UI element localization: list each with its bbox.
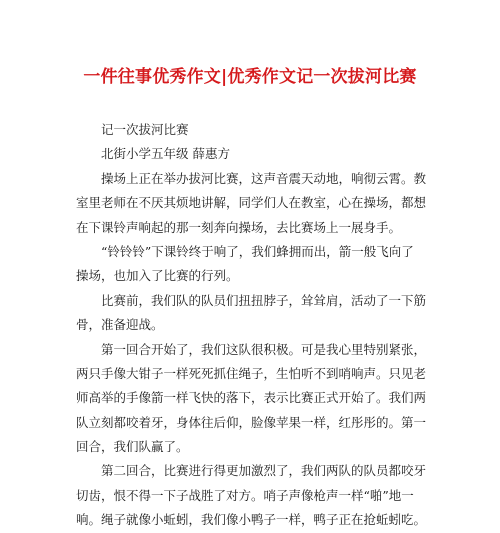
paragraph: [76, 167, 426, 240]
paragraph-line: 操场，也加入了比赛的行列。: [76, 268, 239, 284]
paragraph-line: 切齿，恨不得一下子战胜了对方。哨子声像枪声一样“啪”地一: [76, 487, 414, 503]
paragraph-line: 队立刻都咬着牙，身体往后仰，脸像苹果一样，红彤彤的。第一: [76, 414, 426, 430]
paragraph-line: 第二回合，比赛进行得更加激烈了，我们两队的队员都咬牙: [101, 463, 426, 479]
paragraph-line: 在下课铃声响起的那一刻奔向操场，去比赛场上一展身手。: [76, 219, 402, 235]
paragraph-line: “铃铃铃”下课铃终于响了，我们蜂拥而出，箭一般飞向了: [101, 243, 414, 259]
paragraph: [76, 459, 426, 532]
paragraph-line: 操场上正在举办拔河比赛，这声音震天动地，响彻云霄。教: [101, 170, 426, 186]
article-byline: 北街小学五年级 薛惠方: [101, 146, 230, 162]
paragraph-line: 比赛前，我们队的队员们扭扭脖子，耸耸肩，活动了一下筋: [101, 292, 426, 308]
paragraph: [76, 240, 426, 289]
paragraph-line: 骨，准备迎战。: [76, 317, 164, 333]
paragraph-line: 回合，我们队赢了。: [76, 439, 189, 455]
article-title: 记一次拔河比赛: [101, 122, 189, 137]
paragraph: [76, 338, 426, 460]
article-headline: 一件往事优秀作文|优秀作文记一次拔河比赛: [83, 67, 417, 87]
paragraph-line: 室里老师在不厌其烦地讲解，同学们人在教室，心在操场，都想: [76, 195, 426, 211]
paragraph-line: 响。绳子就像小蚯蚓，我们像小鸭子一样，鸭子正在抢蚯蚓吃。: [76, 512, 426, 528]
article-body: [76, 118, 426, 533]
paragraph-line: 第一回合开始了，我们这队很积极。可是我心里特别紧张，: [101, 341, 426, 357]
paragraph-line: 师高举的手像箭一样飞快的落下，表示比赛正式开始了。我们两: [76, 390, 426, 406]
paragraph: [76, 289, 426, 338]
paragraph-line: 两只手像大钳子一样死死抓住绳子，生怕听不到哨响声。只见老: [76, 365, 426, 381]
